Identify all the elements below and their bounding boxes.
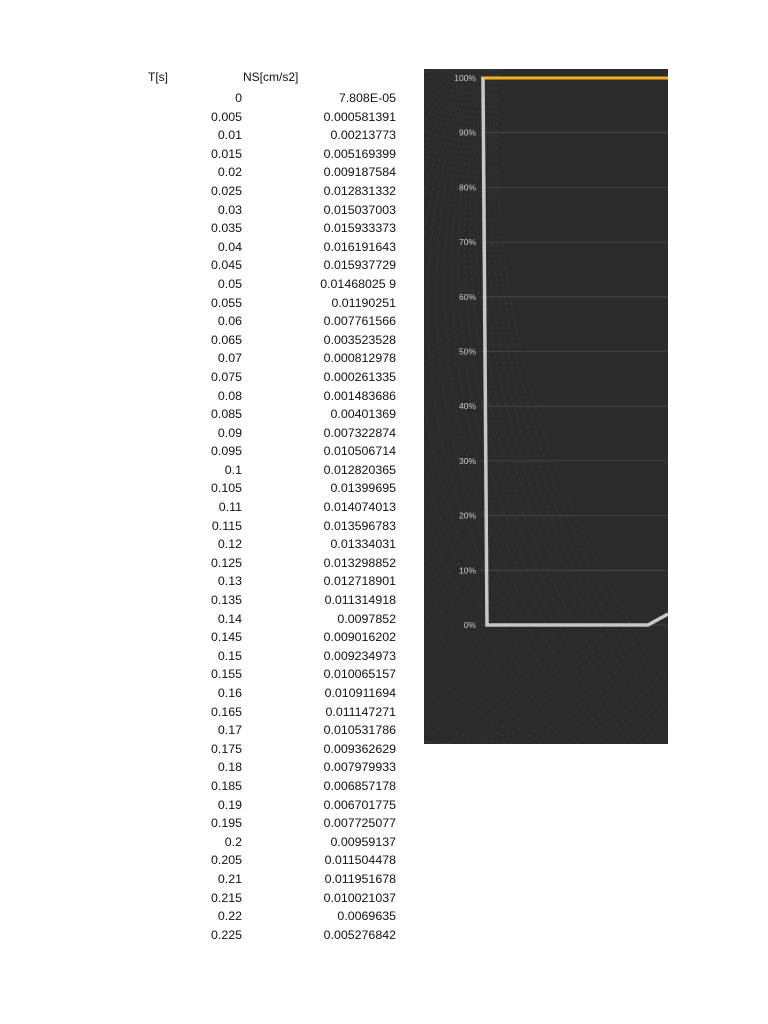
time-cell: 0.005 bbox=[210, 109, 242, 124]
table-row bbox=[0, 219, 420, 238]
time-cell: 0.065 bbox=[210, 332, 242, 347]
table-row bbox=[0, 721, 420, 740]
time-cell: 0.19 bbox=[217, 797, 242, 812]
y-tick-label: 10% bbox=[458, 565, 476, 576]
table-row bbox=[0, 870, 420, 889]
y-tick-label: 60% bbox=[458, 291, 476, 302]
time-cell: 0.15 bbox=[217, 648, 242, 663]
time-cell: 0.12 bbox=[217, 537, 242, 552]
time-cell: 0.045 bbox=[210, 258, 242, 273]
time-cell: 0.1 bbox=[224, 462, 242, 477]
line-chart bbox=[424, 69, 668, 744]
ns-value-cell: 0.005169399 bbox=[323, 146, 396, 161]
table-row bbox=[0, 256, 420, 275]
ns-value-cell: 0.016191643 bbox=[323, 239, 396, 254]
time-cell: 0.185 bbox=[210, 778, 242, 793]
table-row bbox=[0, 535, 420, 554]
ns-value-cell: 0.01334031 bbox=[330, 537, 396, 552]
time-cell: 0.115 bbox=[211, 518, 242, 533]
table-row bbox=[0, 814, 420, 833]
ns-value-cell: 0.000261335 bbox=[323, 369, 396, 384]
table-row bbox=[0, 461, 420, 480]
table-row bbox=[0, 368, 420, 387]
y-tick-label: 0% bbox=[463, 620, 476, 630]
ns-value-cell: 0.01399695 bbox=[330, 481, 396, 496]
ns-value-cell: 0.01468025 9 bbox=[320, 276, 396, 291]
time-cell: 0.035 bbox=[210, 221, 242, 236]
time-cell: 0.08 bbox=[217, 388, 242, 403]
time-cell: 0.06 bbox=[217, 314, 242, 329]
y-tick-label: 20% bbox=[458, 510, 476, 521]
table-row bbox=[0, 424, 420, 443]
table-row bbox=[0, 442, 420, 461]
table-row bbox=[0, 740, 420, 759]
ns-value-cell: 0.007725077 bbox=[323, 816, 396, 831]
ns-value-cell: 0.015937729 bbox=[323, 258, 396, 273]
time-cell: 0 bbox=[235, 91, 242, 105]
column-header-ns: NS[cm/s2] bbox=[243, 70, 299, 84]
table-row bbox=[0, 294, 420, 313]
data-table bbox=[0, 89, 420, 944]
y-tick-label: 100% bbox=[454, 73, 476, 83]
ns-value-cell: 0.010531786 bbox=[323, 723, 396, 738]
time-cell: 0.135 bbox=[210, 593, 242, 608]
ns-value-cell: 0.010506714 bbox=[323, 444, 396, 459]
table-row bbox=[0, 238, 420, 257]
ns-value-cell: 0.006701775 bbox=[323, 797, 396, 812]
time-cell: 0.125 bbox=[210, 555, 242, 570]
ns-value-cell: 0.009362629 bbox=[323, 741, 396, 756]
time-cell: 0.05 bbox=[217, 276, 242, 291]
y-tick-label: 90% bbox=[458, 127, 476, 138]
time-cell: 0.17 bbox=[217, 723, 242, 738]
ns-value-cell: 0.012831332 bbox=[323, 183, 396, 198]
table-row bbox=[0, 665, 420, 684]
y-tick-label: 40% bbox=[458, 401, 476, 412]
table-row bbox=[0, 777, 420, 796]
ns-value-cell: 0.012820365 bbox=[323, 462, 396, 477]
time-cell: 0.225 bbox=[210, 927, 242, 942]
table-row bbox=[0, 275, 420, 294]
ns-value-cell: 0.012718901 bbox=[323, 574, 396, 589]
ns-value-cell: 0.010911694 bbox=[324, 686, 396, 700]
background-arc bbox=[424, 69, 489, 744]
table-row bbox=[0, 572, 420, 591]
time-cell: 0.07 bbox=[217, 351, 242, 366]
time-cell: 0.095 bbox=[210, 444, 242, 459]
table-row bbox=[0, 126, 420, 145]
ns-value-cell: 0.003523528 bbox=[323, 332, 396, 347]
time-cell: 0.22 bbox=[217, 909, 242, 924]
ns-value-cell: 0.005276842 bbox=[323, 927, 396, 942]
table-row bbox=[0, 145, 420, 164]
ns-value-cell: 0.011504478 bbox=[324, 853, 396, 868]
y-tick-label: 80% bbox=[458, 182, 476, 193]
ns-value-cell: 0.011314918 bbox=[324, 593, 396, 608]
time-cell: 0.155 bbox=[210, 667, 242, 682]
ns-value-cell: 0.00959137 bbox=[330, 834, 396, 849]
ns-value-cell: 0.015037003 bbox=[323, 202, 396, 217]
time-cell: 0.09 bbox=[217, 425, 242, 440]
ns-value-cell: 0.011951678 bbox=[324, 871, 396, 886]
table-row bbox=[0, 349, 420, 368]
table-row bbox=[0, 628, 420, 647]
ns-value-cell: 0.007979933 bbox=[323, 760, 396, 775]
time-cell: 0.205 bbox=[210, 853, 242, 868]
table-row bbox=[0, 758, 420, 777]
time-cell: 0.2 bbox=[224, 834, 242, 849]
table-row bbox=[0, 163, 420, 182]
table-row bbox=[0, 498, 420, 517]
table-row bbox=[0, 554, 420, 573]
time-cell: 0.055 bbox=[210, 295, 242, 310]
time-cell: 0.13 bbox=[217, 574, 242, 589]
table-row bbox=[0, 312, 420, 331]
ns-value-cell: 0.00213773 bbox=[330, 128, 396, 143]
ns-value-cell: 0.010065157 bbox=[323, 667, 396, 682]
ns-value-cell: 0.01190251 bbox=[331, 295, 396, 310]
column-header-time: T[s] bbox=[148, 70, 168, 84]
table-row bbox=[0, 182, 420, 201]
ns-value-cell: 0.014074013 bbox=[323, 500, 396, 515]
time-cell: 0.145 bbox=[210, 630, 242, 645]
ns-value-cell: 0.001483686 bbox=[323, 388, 396, 403]
ns-value-cell: 0.009016202 bbox=[323, 630, 396, 645]
ns-value-cell: 0.000581391 bbox=[323, 109, 396, 124]
time-cell: 0.085 bbox=[210, 407, 242, 422]
time-cell: 0.025 bbox=[210, 183, 242, 198]
ns-value-cell: 0.010021037 bbox=[323, 890, 396, 905]
time-cell: 0.04 bbox=[217, 239, 242, 254]
table-row bbox=[0, 108, 420, 127]
time-cell: 0.02 bbox=[217, 165, 242, 180]
table-row bbox=[0, 907, 420, 926]
table-row bbox=[0, 479, 420, 498]
time-cell: 0.11 bbox=[218, 500, 242, 515]
y-tick-label: 30% bbox=[458, 455, 476, 466]
ns-value-cell: 0.009187584 bbox=[323, 165, 396, 180]
ns-value-cell: 7.808E-05 bbox=[338, 91, 396, 105]
table-row bbox=[0, 89, 420, 108]
ns-value-cell: 0.000812978 bbox=[323, 351, 396, 366]
time-cell: 0.215 bbox=[210, 890, 242, 905]
ns-value-cell: 0.011147271 bbox=[325, 704, 396, 719]
ns-value-cell: 0.006857178 bbox=[323, 778, 396, 793]
ns-value-cell: 0.013298852 bbox=[323, 555, 396, 570]
y-tick-label: 50% bbox=[458, 346, 476, 357]
time-cell: 0.01 bbox=[217, 128, 242, 143]
table-row bbox=[0, 591, 420, 610]
table-row bbox=[0, 331, 420, 350]
table-row bbox=[0, 647, 420, 666]
table-row bbox=[0, 405, 420, 424]
ns-value-cell: 0.013596783 bbox=[323, 518, 396, 533]
table-row bbox=[0, 926, 420, 945]
table-row bbox=[0, 684, 420, 703]
table-row bbox=[0, 851, 420, 870]
ns-value-cell: 0.009234973 bbox=[323, 648, 396, 663]
y-tick-label: 70% bbox=[458, 237, 476, 248]
time-cell: 0.075 bbox=[210, 369, 242, 384]
ns-value-cell: 0.0097852 bbox=[337, 611, 396, 626]
table-row bbox=[0, 889, 420, 908]
ns-value-cell: 0.0069635 bbox=[337, 909, 396, 924]
table-row bbox=[0, 703, 420, 722]
time-cell: 0.16 bbox=[217, 686, 242, 700]
table-row bbox=[0, 517, 420, 536]
ns-value-cell: 0.00401369 bbox=[330, 407, 396, 422]
time-cell: 0.14 bbox=[217, 611, 242, 626]
table-row bbox=[0, 610, 420, 629]
time-cell: 0.105 bbox=[210, 481, 242, 496]
ns-value-cell: 0.007322874 bbox=[323, 425, 396, 440]
time-cell: 0.18 bbox=[217, 760, 242, 775]
table-row bbox=[0, 833, 420, 852]
ns-value-cell: 0.015933373 bbox=[323, 221, 396, 236]
chart-panel bbox=[424, 69, 668, 744]
table-row bbox=[0, 201, 420, 220]
time-cell: 0.195 bbox=[210, 816, 242, 831]
time-cell: 0.165 bbox=[210, 704, 242, 719]
time-cell: 0.03 bbox=[217, 202, 242, 217]
time-cell: 0.015 bbox=[210, 146, 242, 161]
time-cell: 0.21 bbox=[217, 871, 242, 886]
table-row bbox=[0, 796, 420, 815]
table-row bbox=[0, 387, 420, 406]
time-cell: 0.175 bbox=[210, 741, 242, 756]
ns-value-cell: 0.007761566 bbox=[323, 314, 396, 329]
